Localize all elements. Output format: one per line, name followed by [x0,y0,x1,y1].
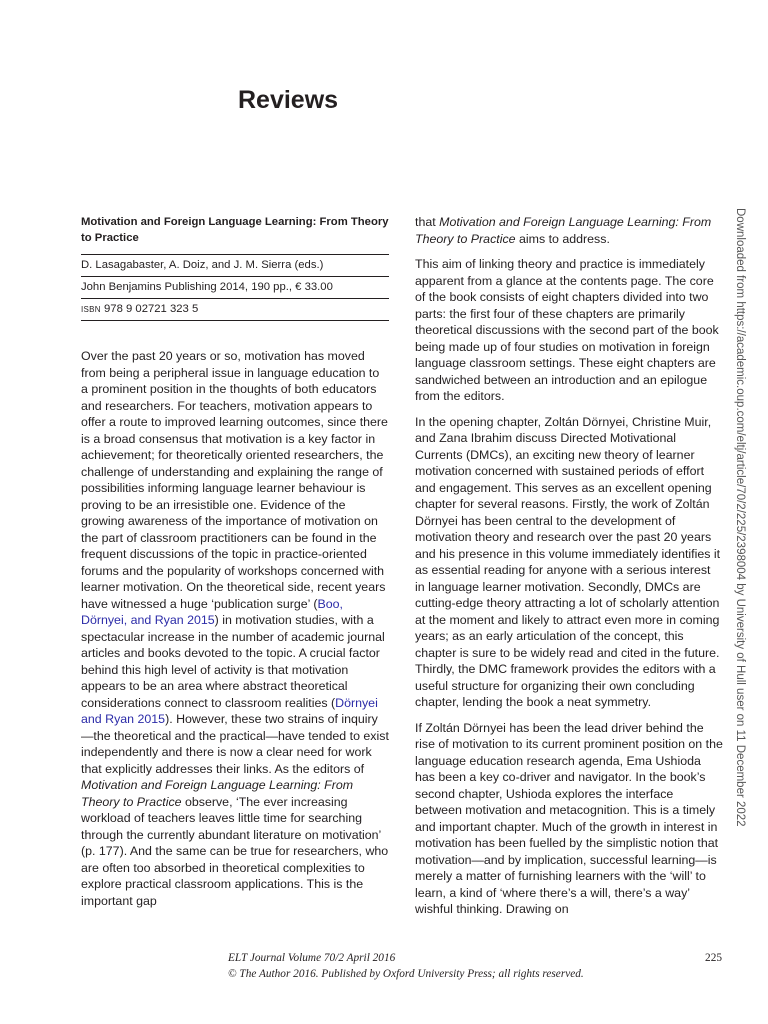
text-run: ) in motivation studies, with a spectacular increase in the number of academic journal articles and books devoted to the topic. A crucial factor behind this high level of activity is that motivation appears to be an area where abstract theoretical considerations connect to classroom realities ( [81,613,385,710]
book-publisher: John Benjamins Publishing 2014, 190 pp., € 33.00 [81,276,389,298]
page-number: 225 [705,952,722,964]
book-title-italic: Motivation and Foreign Language Learning: From Theory to Practice [415,215,712,246]
text-run: aims to address. [515,231,610,246]
page-footer [228,950,728,982]
isbn-label: isbn [81,303,101,315]
journal-info: ELT Journal Volume 70/2 April 2016 [228,952,396,964]
review-book-title: Motivation and Foreign Language Learning: From Theory to Practice [81,216,389,244]
text-run: observe, ‘The ever increasing workload of teachers leaves little time for searching through the currently abundant literature on motivation’ (p. 177). And the same can be true for researchers, who are often too absorbed in theoretical complexities to explore practical classroom applications. This is the important gap [81,794,389,908]
isbn-number: 978 9 02721 323 5 [104,303,199,315]
page-heading: Reviews [238,86,339,114]
body-paragraph [81,348,389,909]
text-run: ). However, these two strains of inquiry—the theoretical and the practical—have tended to exist independently and there is now a clear need for work that explicitly addresses their links. As the editors of [81,712,389,776]
body-paragraph: In the opening chapter, Zoltán Dörnyei, Christine Muir, and Zana Ibrahim discuss Directed Motivational Currents (DMCs), an exciting new theory of learner motivation concerned with sustained periods of effort and engagement. This serves as an excellent opening chapter for several reasons. Firstly, the work of Zoltán Dörnyei has been central to the development of motivation theory and research over the past 20 years and his presence in this volume immediately identifies it as essential reading for anyone with a serious interest in language learner motivation. Secondly, DMCs are cutting-edge theory attracting a lot of scholarly attention at the moment and likely to attract even more in coming years; as an early articulation of the concept, this chapter is sure to be widely read and cited in the future. Thirdly, the DMC framework provides the editors with a useful structure for organizing their own concluding chapter, lending the book a neat symmetry. [415,414,721,709]
right-column [415,214,723,918]
copyright-notice: © The Author 2016. Published by Oxford University Press; all rights reserved. [228,968,584,980]
book-editors: D. Lasagabaster, A. Doiz, and J. M. Sierra (eds.) [81,254,389,276]
body-paragraph [415,214,723,247]
citation-link[interactable]: Boo, Dörnyei, and Ryan 2015 [81,596,343,627]
book-title-italic: Motivation and Foreign Language Learning: From Theory to Practice [81,778,354,809]
citation-link[interactable]: Dörnyei and Ryan 2015 [81,695,378,726]
left-column [81,214,389,909]
book-isbn [81,298,389,321]
text-run: that [415,215,440,229]
download-watermark: Downloaded from https://academic.oup.com/eltj/article/70/2/225/2398004 by University of Hull user on 11 December 2022 [734,208,746,827]
body-paragraph: This aim of linking theory and practice is immediately apparent from a glance at the contents page. The core of the book consists of eight chapters divided into two parts: the first four of these chapters are primarily theoretical discussions with the second part of the book being made up of four studies on motivation in foreign language classroom settings. These eight chapters are sandwiched between an introduction and an epilogue from the editors. [415,257,719,403]
text-run: Over the past 20 years or so, motivation has moved from being a peripheral issue in language education to a prominent position in the thoughts of both educators and researchers. For teachers, motivation appears to offer a route to improved learning outcomes, since there is a broad consensus that motivation is a key factor in achievement; for theoretically oriented researchers, the challenge of understanding and explaining the range of possibilities informing language learner behaviour is proving to be an irresistible one. Evidence of the growing awareness of the importance of motivation on the part of classroom practitioners can be found in the frequent discussions of the topic in practice-oriented forums and the popularity of workshops concerned with learner motivation. On the theoretical side, recent years have witnessed a huge ‘publication surge’ ( [81,349,388,611]
body-paragraph: If Zoltán Dörnyei has been the lead driver behind the rise of motivation to its current prominent position on the language education research agenda, Ema Ushioda has been a key co-driver and navigator. In the book’s second chapter, Ushioda explores the interface between motivation and metacognition. This is a timely and important chapter. Much of the growth in interest in motivation has been fuelled by the simplistic notion that motivation—and by implication, successful learning—is merely a matter of furnishing learners with the ‘will’ to learn, a kind of ‘where there’s a will, there’s a way’ wishful thinking. Drawing on [415,720,723,916]
